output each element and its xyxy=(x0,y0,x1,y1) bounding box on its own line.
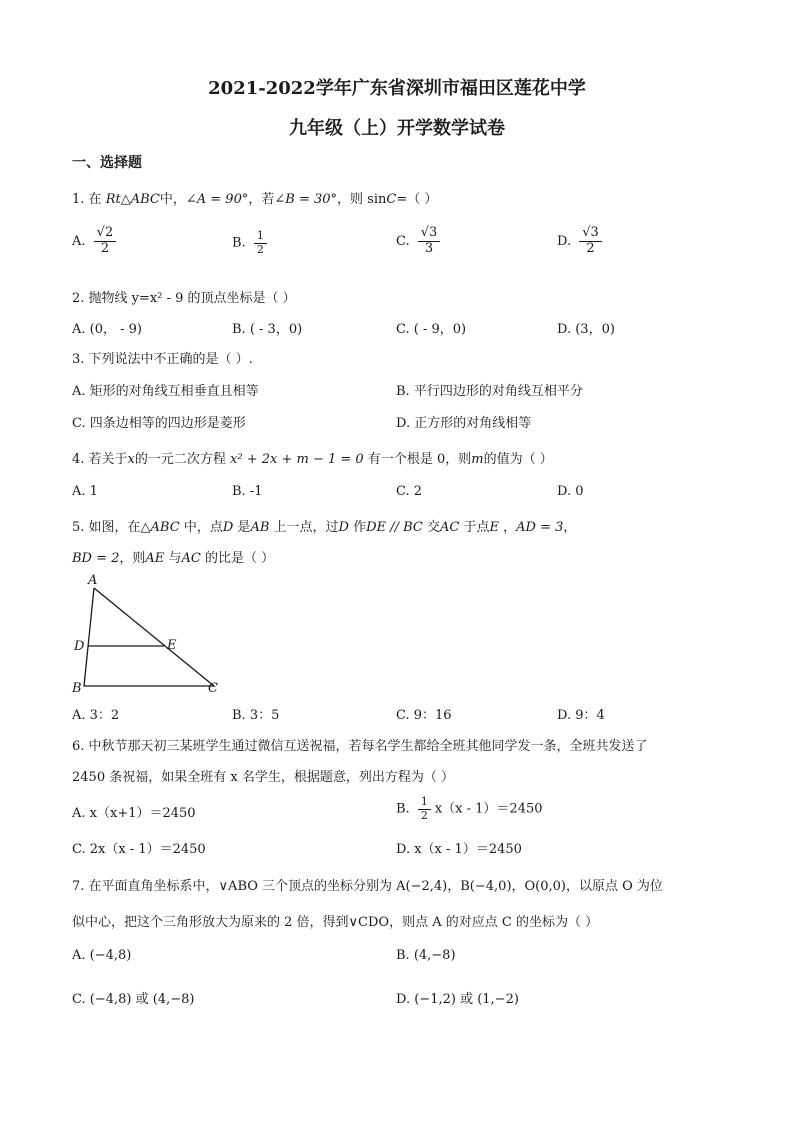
question-4: 4. 若关于x的一元二次方程 x² + 2x + m − 1 = 0 有一个根是 0，则m的值为（ ） xyxy=(72,452,553,467)
q5-option-b: B. 3：5 xyxy=(232,708,280,723)
fraction: $\frac{√3}{3}$ xyxy=(418,226,441,257)
q7-option-c: C. (−4,8) 或 (4,−8) xyxy=(72,992,195,1007)
fraction: $\frac{1}{2}$ xyxy=(254,230,267,256)
q5-option-c: C. 9：16 xyxy=(396,708,452,723)
label-b: B xyxy=(72,681,82,696)
q2-option-a: A. (0， - 9) xyxy=(72,322,142,337)
section-title: 一、选择题 xyxy=(72,155,142,171)
label-e: E xyxy=(167,638,177,653)
q2-option-b: B. ( - 3，0) xyxy=(232,322,303,337)
triangle-abc xyxy=(84,588,214,686)
q3-option-d: D. 正方形的对角线相等 xyxy=(396,416,532,431)
question-6-line1: 6. 中秋节那天初三某班学生通过微信互送祝福，若每名学生都给全班其他同学发一条，全班共发送了 xyxy=(72,739,648,754)
question-7-line2: 似中心，把这个三角形放大为原来的 2 倍，得到∨CDO，则点 A 的对应点 C 的坐标为（ ） xyxy=(72,915,599,930)
question-3: 3. 下列说法中不正确的是（ ）. xyxy=(72,352,253,367)
q7-option-b: B. (4,−8) xyxy=(396,948,456,963)
q3-option-b: B. 平行四边形的对角线互相平分 xyxy=(396,384,583,399)
label-c: C xyxy=(208,681,218,696)
exam-title-line1: 2021-2022学年广东省深圳市福田区莲花中学 xyxy=(208,78,586,99)
label-d: D xyxy=(74,639,85,654)
q3-option-c: C. 四条边相等的四边形是菱形 xyxy=(72,416,246,431)
q6-option-c: C. 2x（x - 1）＝2450 xyxy=(72,842,206,857)
fraction: $\frac{1}{2}$ xyxy=(418,796,431,822)
exam-title-line2: 九年级（上）开学数学试卷 xyxy=(289,118,505,139)
q2-option-d: D. (3，0) xyxy=(557,322,615,337)
q1-option-d: D. $\frac{√3}{2}$ xyxy=(557,226,606,257)
q1-option-b: B. $\frac{1}{2}$ xyxy=(232,230,271,256)
q6-option-b: B. $\frac{1}{2}$ x（x - 1）＝2450 xyxy=(396,795,543,822)
q4-option-b: B. -1 xyxy=(232,484,263,499)
q5-option-a: A. 3：2 xyxy=(72,708,120,723)
q3-option-a: A. 矩形的对角线互相垂直且相等 xyxy=(72,384,259,399)
label-a: A xyxy=(88,573,98,588)
q1-option-a: A. $\frac{√2}{2}$ xyxy=(72,226,120,257)
fraction: $\frac{√3}{2}$ xyxy=(579,226,602,257)
q4-option-a: A. 1 xyxy=(72,484,98,499)
q4-option-d: D. 0 xyxy=(557,484,584,499)
q7-option-a: A. (−4,8) xyxy=(72,948,132,963)
question-7-line1: 7. 在平面直角坐标系中，∨ABO 三个顶点的坐标分别为 A(−2,4)，B(−4,0)，O(0,0)，以原点 O 为位 xyxy=(72,879,663,894)
fraction: $\frac{√2}{2}$ xyxy=(94,226,117,257)
question-1: 1. 在 Rt△ABC中，∠A = 90°，若∠B = 30°，则 sinC=（ ） xyxy=(72,192,438,207)
q6-option-a: A. x（x+1）＝2450 xyxy=(72,806,196,821)
q4-option-c: C. 2 xyxy=(396,484,423,499)
q1-option-c: C. $\frac{√3}{3}$ xyxy=(396,226,444,257)
q2-option-c: C. ( - 9，0) xyxy=(396,322,467,337)
q5-option-d: D. 9：4 xyxy=(557,708,605,723)
q6-option-d: D. x（x - 1）＝2450 xyxy=(396,842,522,857)
question-5-line2: BD = 2，则AE 与AC 的比是（ ） xyxy=(72,551,275,566)
q7-option-d: D. (−1,2) 或 (1,−2) xyxy=(396,992,519,1007)
question-2: 2. 抛物线 y=x² - 9 的顶点坐标是（ ） xyxy=(72,291,296,306)
question-5-line1: 5. 如图，在△ABC 中，点D 是AB 上一点，过D 作DE // BC 交AC 于点E ，AD = 3， xyxy=(72,520,577,535)
question-6-line2: 2450 条祝福，如果全班有 x 名学生，根据题意，列出方程为（ ） xyxy=(72,770,454,785)
triangle-figure xyxy=(68,570,238,698)
